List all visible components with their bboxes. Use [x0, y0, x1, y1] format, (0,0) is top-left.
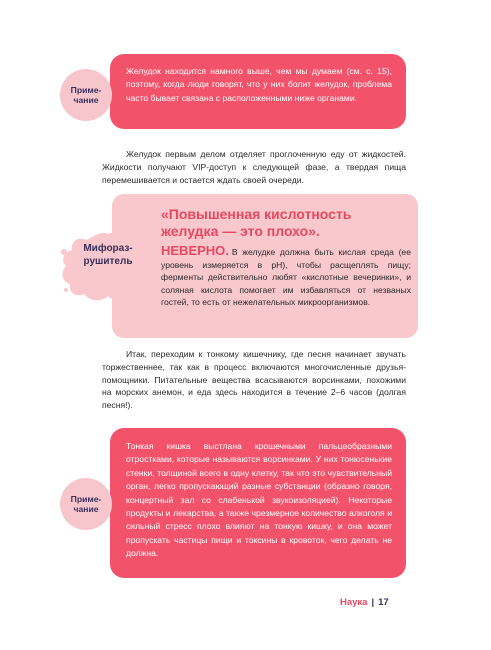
- note-label: Приме- чание: [70, 84, 102, 105]
- myth-verdict: НЕВЕРНО.: [161, 243, 229, 258]
- note-box-stomach: [110, 54, 406, 129]
- note-label: Приме- чание: [70, 493, 102, 514]
- body-paragraph: [102, 148, 406, 186]
- myth-title: «Повышенная кислотность желудка — это плохо».: [161, 206, 352, 239]
- myth-body: [161, 245, 411, 309]
- note-label-badge: [60, 478, 112, 530]
- note-box-small-intestine: [110, 428, 406, 578]
- footer-separator: |: [371, 597, 375, 608]
- footer-section-name: Наука: [340, 597, 368, 608]
- note-text: Тонкая кишка выстлана крошечными пальцеобразными отростками, которые называются ворсинками. У них тонюсенькие стенки, толщиной всего в одну клетку, так что это чувствительный орган, легко пропускающий разные субстанции (образно говоря, концертный зал со слабенькой звукоизоляцией). Некоторые продукты и лекарства, а также чрезмерное количество алкоголя и сильный стресс плохо влияют на тонкую кишку, и она может пропускать частицы пищи и токсины в кровоток, чего делать не должна.: [126, 441, 392, 559]
- paragraph-text: Итак, переходим к тонкому кишечнику, где песня начинает звучать торжественнее, так как в процесс включаются многочисленные друзья-помощники. Питательные вещества всасываются ворсинками, похожими на морских анемон, и еда здесь находится в течение 2–6 часов (долгая песня!).: [102, 349, 406, 411]
- note-label-badge: [60, 69, 112, 121]
- page-footer: [340, 597, 420, 608]
- note-text: Желудок находится намного выше, чем мы думаем (см. с. 15), поэтому, когда люди говорят, что у них болит желудок, проблема часто бывает связана с расположенными ниже органами.: [126, 66, 392, 103]
- myth-body-text: В желудке должна быть кислая среда (ее уровень измеряется в pH), чтобы расщеплять пищу; ферменты действительно любят «кислотные вечеринки», и соляная кислота помогает им избавляться от незваных гостей, то есть от нежелательных микроорганизмов.: [161, 247, 411, 308]
- body-paragraph: [102, 348, 406, 412]
- page-number: 17: [378, 597, 389, 608]
- myth-buster-label: Мифораз- рушитель: [83, 243, 133, 267]
- paragraph-text: Желудок первым делом отделяет проглоченную еду от жидкостей. Жидкости получают VIP-доступ к следующей фазе, а твердая пища перемешивается и остается ждать своей очереди.: [102, 149, 406, 185]
